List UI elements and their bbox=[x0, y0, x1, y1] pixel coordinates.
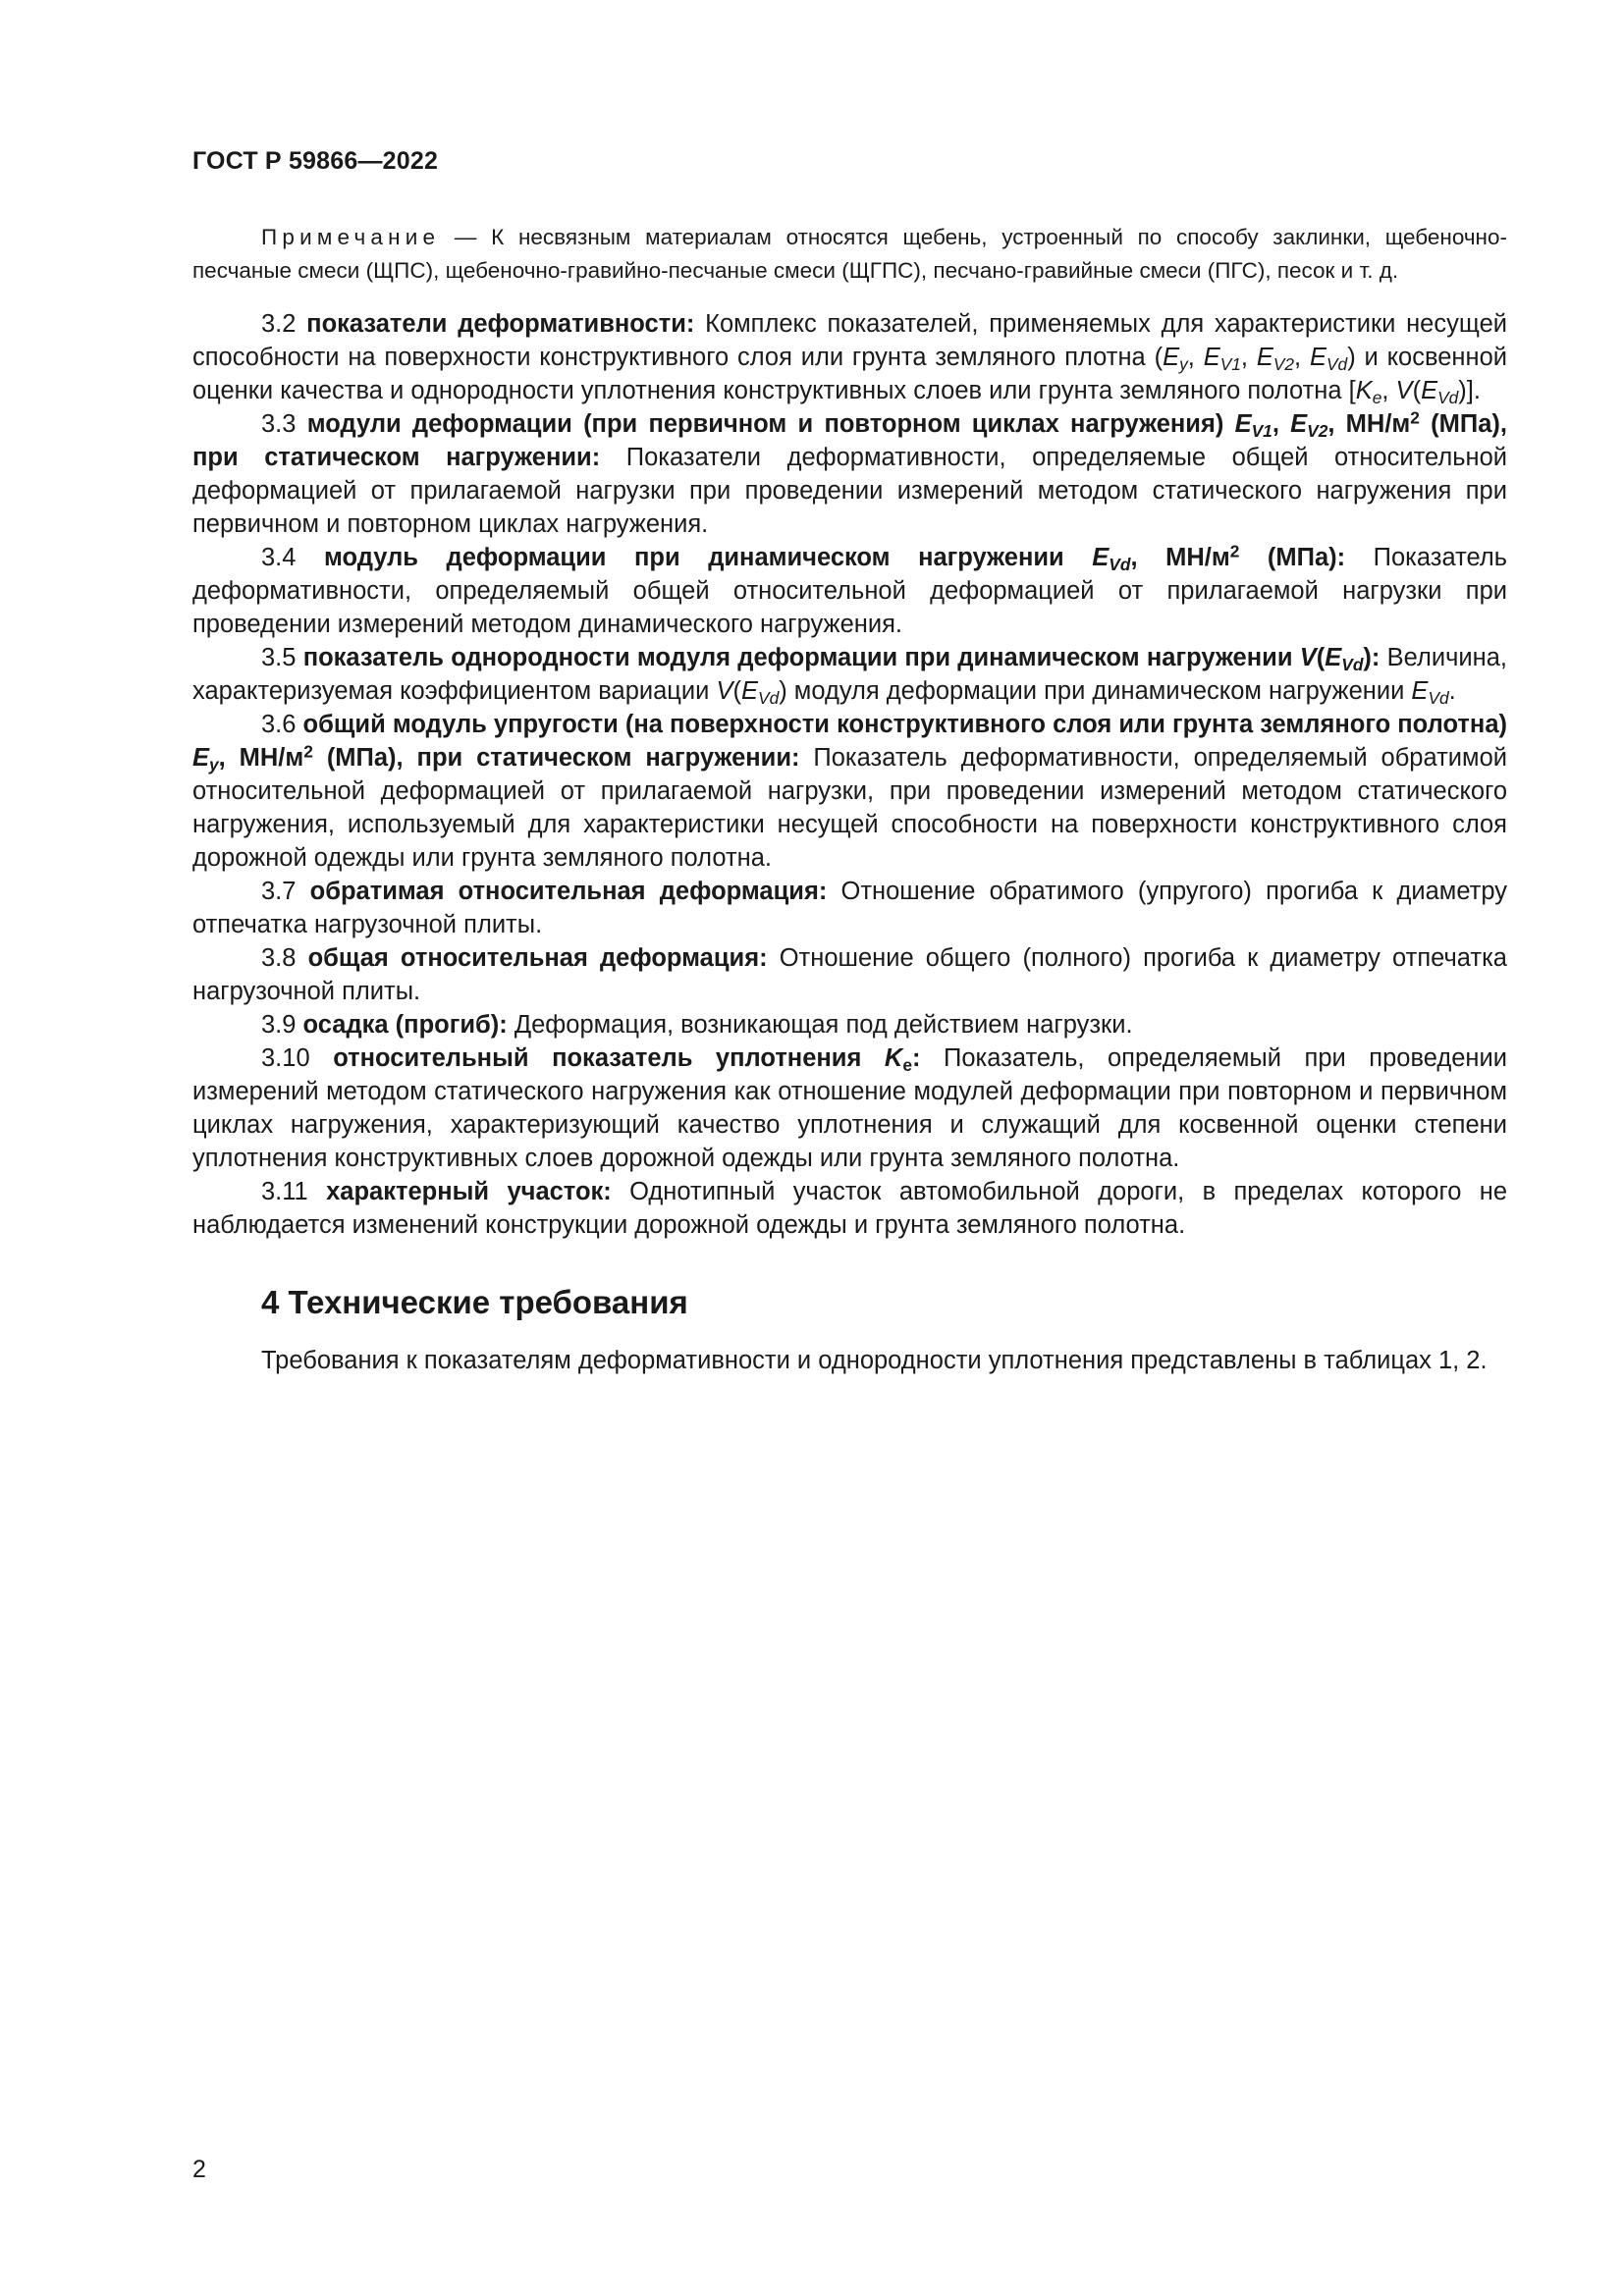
subscript: Vd bbox=[1428, 687, 1449, 708]
superscript: 2 bbox=[303, 741, 313, 762]
definition-text: Отношение общего (полного) прогиба к диаметру отпечатка нагрузочной плиты. bbox=[192, 944, 1507, 1005]
term-text: общий модуль упругости (на поверхности конструктивного слоя или грунта земляного полотна) bbox=[302, 711, 1507, 738]
subscript: V1 bbox=[1251, 420, 1272, 441]
note-paragraph bbox=[192, 221, 1507, 288]
separator: , bbox=[1272, 410, 1291, 438]
term: характерный участок: bbox=[326, 1178, 612, 1205]
term: осадка (прогиб): bbox=[302, 1011, 508, 1039]
definition-text: Величина, характеризуемая коэффициентом вариации bbox=[192, 644, 1507, 705]
clause-number: 3.3 bbox=[261, 410, 307, 438]
term-text: модуль деформации при динамическом нагружении bbox=[324, 544, 1093, 571]
clause-number: 3.9 bbox=[261, 1011, 303, 1039]
definition-text: )]. bbox=[1458, 377, 1481, 404]
subscript: V1 bbox=[1219, 353, 1241, 374]
definition-text: ) модуля деформации при динамическом нагружении bbox=[779, 677, 1412, 705]
symbol-E: E bbox=[1290, 410, 1308, 438]
definition-3-10 bbox=[192, 1041, 1507, 1175]
term: обратимая относительная деформация: bbox=[309, 878, 828, 905]
symbol-E: E bbox=[1234, 410, 1252, 438]
symbol-V: V bbox=[1299, 644, 1317, 671]
clause-number: 3.10 bbox=[261, 1044, 334, 1072]
clause-number: 3.5 bbox=[261, 644, 303, 671]
note-text: — К несвязным материалам относятся щебень, устроенный по способу заклинки, щебеночно-песчаные смеси (ЩПС), щебеночно-гравийно-песчаные смеси (ЩГПС), песчано-гравийные смеси (ПГС), песок и т. д. bbox=[192, 225, 1507, 283]
term: показатель однородности модуля деформации при динамическом нагружении $V(E_{Vd})$: bbox=[302, 644, 1380, 674]
definition-text: ) и косвенной оценки качества и однородности уплотнения конструктивных слоев или грунта земляного полотна [ bbox=[192, 344, 1507, 404]
symbol-E: E bbox=[1309, 344, 1326, 371]
subscript: Vd bbox=[758, 687, 780, 708]
separator: , bbox=[1294, 344, 1310, 371]
symbol-V: V bbox=[716, 677, 733, 705]
page-number: 2 bbox=[192, 2156, 206, 2183]
clause-number: 3.11 bbox=[261, 1178, 327, 1205]
symbol-E: E bbox=[1411, 677, 1429, 705]
unit: , МН/м bbox=[1327, 410, 1411, 438]
definition-3-2: 3.2 показатели деформативности: Комплекс показателей, применяемых для характеристики несущей способности на поверхности конструктивного слоя или грунта земляного плотна ($E_y$, $E_{V1}$, $E_{V2}$, $E_{Vd}$) и косвенной оценки качества и однородности уплотнения конструктивных слоев или грунта земляного полотна [$K_e$, $V(E_{Vd})$]. bbox=[192, 310, 1507, 407]
definition-text: Однотипный участок автомобильной дороги, в пределах которого не наблюдается изменений конструкции дорожной одежды и грунта земляного полотна. bbox=[192, 1178, 1508, 1239]
subscript: Vd bbox=[1437, 387, 1459, 407]
definition-3-7 bbox=[192, 875, 1507, 941]
symbol-V: V bbox=[1395, 377, 1413, 404]
clause-number: 3.4 bbox=[261, 544, 324, 571]
clause-number: 3.6 bbox=[261, 711, 303, 738]
definition-3-9 bbox=[192, 1008, 1507, 1041]
definition-text: Показатель, определяемый при проведении измерений методом статического нагружения как отношение модулей деформации при повторном и первичном циклах нагружения, характеризующий качество уплотнения и служащий для косвенной оценки степени уплотнения конструктивных слоев дорожной одежды или грунта земляного полотна. bbox=[192, 1044, 1507, 1172]
definition-text: Показатель деформативности, определяемый общей относительной деформацией от прилагаемой нагрузки при проведении измерений методом динамического нагружения. bbox=[192, 544, 1507, 638]
definition-3-4 bbox=[192, 541, 1507, 641]
subscript: Vd bbox=[1109, 554, 1131, 574]
symbol-E: E bbox=[1203, 344, 1220, 371]
subscript: y bbox=[1179, 353, 1188, 374]
term: общая относительная деформация: bbox=[307, 944, 768, 972]
definition-text: Показатели деформативности, определяемые общей относительной деформацией от прилагаемой нагрузки при проведении измерений методом статического нагружения при первичном и повторном циклах нагружения. bbox=[192, 444, 1508, 538]
symbol-K: K bbox=[884, 1044, 903, 1072]
superscript: 2 bbox=[1410, 407, 1420, 428]
document-code-header: ГОСТ Р 59866—2022 bbox=[192, 147, 439, 175]
term-text: относительный показатель уплотнения bbox=[333, 1044, 885, 1072]
subscript: V2 bbox=[1307, 420, 1328, 441]
clause-number: 3.2 bbox=[261, 310, 307, 338]
symbol-E: E bbox=[1163, 344, 1180, 371]
subscript: e bbox=[902, 1054, 912, 1075]
term bbox=[324, 541, 1346, 574]
separator: , bbox=[1187, 344, 1204, 371]
definition-3-6 bbox=[192, 708, 1507, 875]
definition-text: Показатель деформативности, определяемый обратимой относительной деформацией от прилагаемой нагрузки, при проведении измерений методом статического нагружения, используемый для характеристики несущей способности на поверхности конструктивного слоя дорожной одежды или грунта земляного полотна. bbox=[192, 744, 1507, 872]
definition-text: . bbox=[1448, 677, 1456, 705]
subscript: V2 bbox=[1272, 353, 1295, 374]
symbol-E: E bbox=[1092, 544, 1110, 571]
definition-3-5: 3.5 показатель однородности модуля деформации при динамическом нагружении $V(E_{Vd})$: Величина, характеризуемая коэффициентом вариации $V(E_{Vd})$ модуля деформации при динамическом нагружении $E_{Vd}$. bbox=[192, 644, 1507, 708]
term-text: показатель однородности модуля деформации при динамическом нагружении bbox=[302, 644, 1300, 671]
subscript: Vd bbox=[1326, 353, 1348, 374]
term: показатели деформативности: bbox=[306, 310, 695, 338]
unit: , МН/м bbox=[218, 744, 304, 772]
definition-text: Деформация, возникающая под действием нагрузки. bbox=[507, 1011, 1133, 1039]
symbol-E: E bbox=[1421, 377, 1438, 404]
term-text: : bbox=[911, 1044, 921, 1072]
clause-number: 3.8 bbox=[261, 944, 308, 972]
symbol-K: K bbox=[1355, 377, 1373, 404]
term-text: модули деформации (при первичном и повторном циклах нагружения) bbox=[306, 410, 1235, 438]
definition-text: Комплекс показателей, применяемых для характеристики несущей способности на поверхности конструктивного слоя или грунта земляного плотна ( bbox=[192, 310, 1507, 371]
definition-text: Отношение обратимого (упругого) прогиба к диаметру отпечатка нагрузочной плиты. bbox=[192, 878, 1507, 938]
subscript: Vd bbox=[1341, 654, 1364, 674]
term-text: (МПа), при статическом нагружении: bbox=[312, 744, 800, 772]
clause-number: 3.7 bbox=[261, 878, 310, 905]
term-text: (МПа), при статическом нагружении: bbox=[192, 410, 1507, 471]
section-paragraph: Требования к показателям деформативности и однородности уплотнения представлены в таблицах 1, 2. bbox=[261, 1347, 1488, 1374]
symbol-E: E bbox=[192, 744, 210, 772]
symbol-E: E bbox=[1256, 344, 1273, 371]
superscript: 2 bbox=[1229, 541, 1240, 561]
definition-3-8 bbox=[192, 941, 1507, 1008]
symbol-E: E bbox=[1325, 644, 1342, 671]
note-label: Примечание bbox=[261, 225, 441, 249]
term-text: (МПа): bbox=[1239, 544, 1346, 571]
term-text: ): bbox=[1363, 644, 1380, 671]
definition-3-11 bbox=[192, 1175, 1507, 1242]
term bbox=[333, 1044, 921, 1075]
subscript: y bbox=[209, 754, 219, 774]
section-heading: 4 Технические требования bbox=[261, 1284, 688, 1320]
page-body bbox=[192, 221, 1507, 1377]
separator: , bbox=[1381, 377, 1396, 404]
separator: , bbox=[1240, 344, 1257, 371]
subscript: e bbox=[1372, 387, 1382, 407]
definition-3-3 bbox=[192, 407, 1507, 541]
symbol-E: E bbox=[741, 677, 759, 705]
unit: , МН/м bbox=[1130, 544, 1230, 571]
